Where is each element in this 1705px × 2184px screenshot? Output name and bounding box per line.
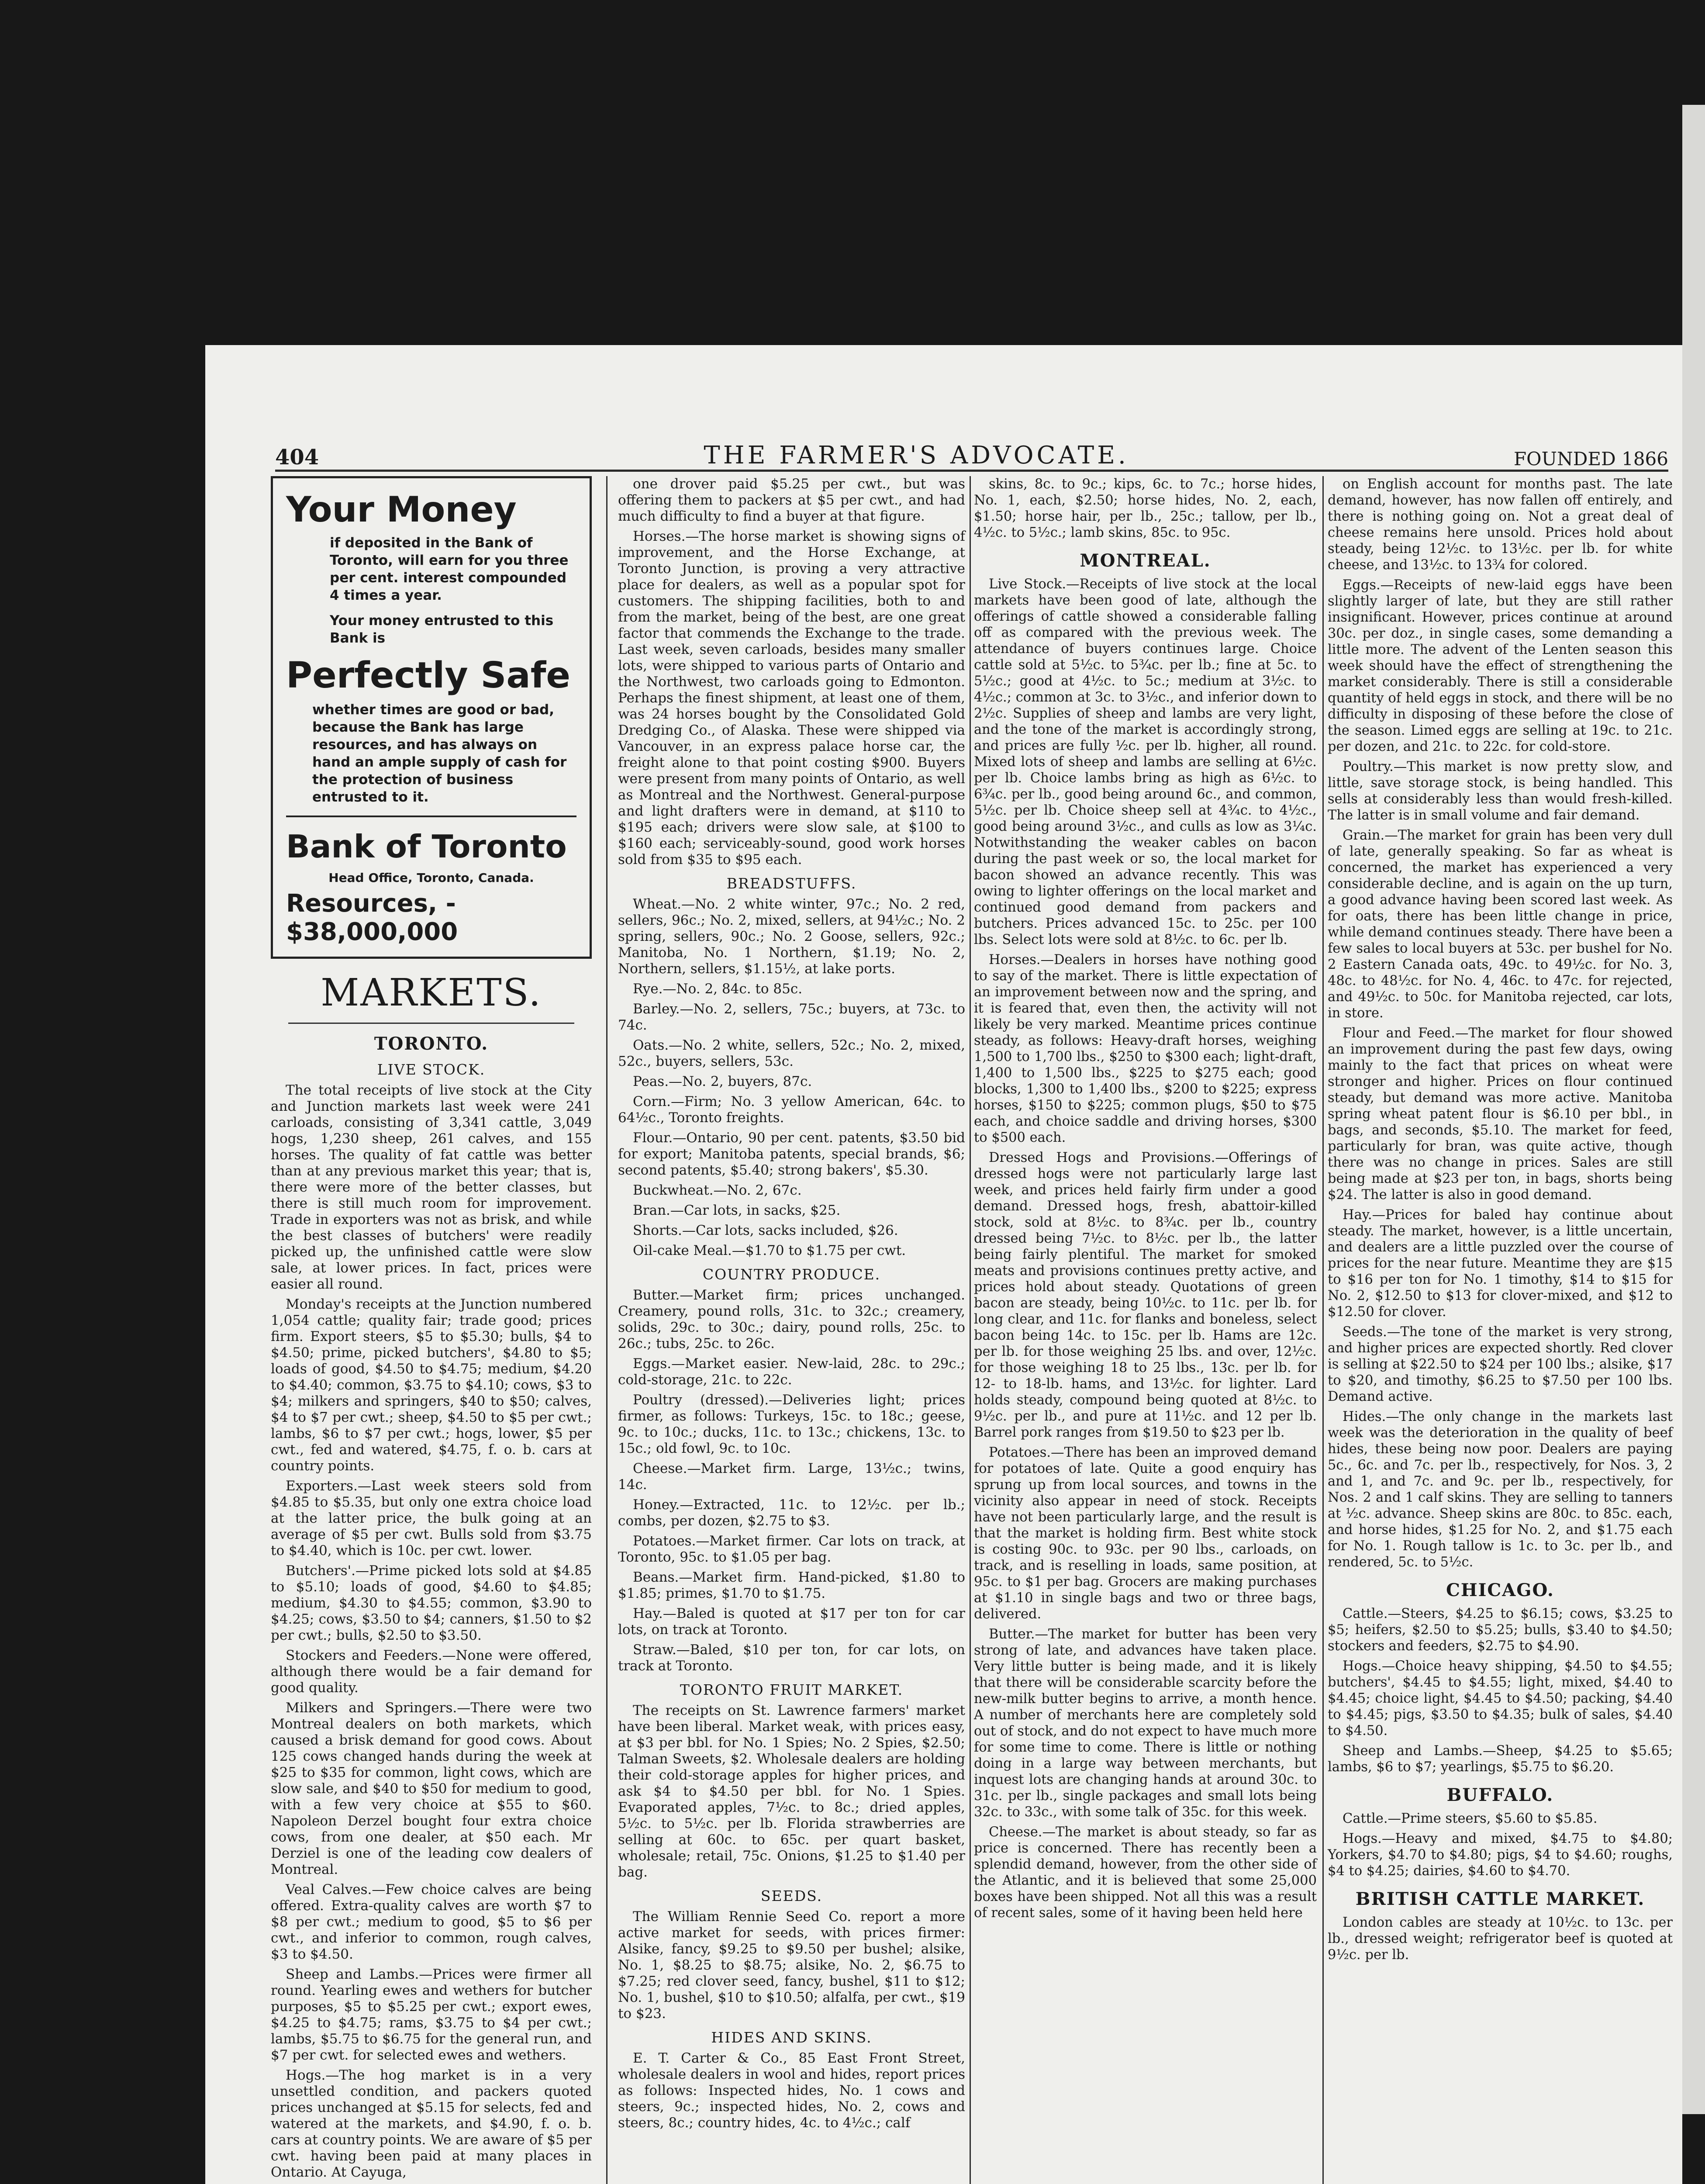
paragraph: Beans.—Market firm. Hand-picked, $1.80 to $1.85; primes, $1.70 to $1.75. — [618, 1569, 965, 1601]
paragraph: Corn.—Firm; No. 3 yellow American, 64c. to 64½c., Toronto freights. — [618, 1094, 965, 1126]
subheading-hides-and-skins: HIDES AND SKINS. — [711, 2029, 872, 2046]
paragraph: Sheep and Lambs.—Prices were firmer all round. Yearling ewes and wethers for butcher purposes, $5 to $5.25 per cwt.; export ewes, $4.25 to $4.75; rams, $3.75 to $4 per cwt.; lambs, $5.75 to $6.75 for the general run, and $7 per cwt. for selected ewes and wethers. — [271, 1966, 592, 2063]
newspaper-page — [205, 345, 1682, 2184]
paragraph: Cheese.—The market is about steady, so far as price is concerned. There has recently been a splendid demand, however, from the other side of the Atlantic, and it is believed that some 25,000 boxes have been shipped. Not all this was a result of recent sales, some of it having been held here — [974, 1825, 1317, 1921]
paragraph: Hogs.—Choice heavy shipping, $4.50 to $4.55; butchers', $4.45 to $4.55; light, mixed, $4.40 to $4.45; choice light, $4.45 to $4.50; packing, $4.40 to $4.45; pigs, $3.50 to $4.35; bulk of sales, $4.40 to $4.50. — [1328, 1659, 1673, 1738]
paragraph: Poultry.—This market is now pretty slow, and little, save storage stock, is being handled. This sells at considerably less than would fresh-killed. The latter is in small volume and fair demand. — [1328, 759, 1673, 823]
paragraph: Potatoes.—There has been an improved demand for potatoes of late. Quite a good enquiry has sprung up from local sources, and towns in the vicinity also appear in need of stock. Receipts have not been particularly large, and the result is that the market is holding firm. Best white stock is costing 90c. to 93c. per 90 lbs., carloads, on track, and is reselling in loads, same position, at 95c. to $1 per bag. Grocers are making purchases at $1.10 in single bags and two or three bags, delivered. — [974, 1445, 1317, 1622]
column-rule — [970, 476, 971, 2184]
paragraph: Cheese.—Market firm. Large, 13½c.; twins, 14c. — [618, 1461, 965, 1493]
ad-bank-name: Bank of Toronto — [286, 816, 576, 866]
paragraph: on English account for months past. The late demand, however, has now fallen off entirely, and there is nothing going on. Not a great deal of cheese remains here unsold. Prices hold about steady, being 12½c. to 13½c. per lb. for white cheese, and 13½c. to 13¾ for colored. — [1328, 477, 1673, 573]
column-2 — [618, 476, 965, 2135]
section-heading-montreal: MONTREAL. — [1080, 550, 1211, 571]
column-rule — [1322, 476, 1324, 2184]
paragraph: Potatoes.—Market firmer. Car lots on track, at Toronto, 95c. to $1.05 per bag. — [618, 1533, 965, 1565]
paragraph: skins, 8c. to 9c.; kips, 6c. to 7c.; horse hides, No. 1, each, $2.50; horse hides, No. 2, each, $1.50; horse hair, per lb., 25c.; tallow, per lb., 4½c. to 5½c.; lamb skins, 85c. to 95c. — [974, 477, 1317, 540]
paragraph: Milkers and Springers.—There were two Montreal dealers on both markets, which caused a brisk demand for good cows. About 125 cows changed hands during the week at $25 to $35 for common, light cows, which are slow sale, and $40 to $50 for medium to good, with a few very choice at $55 to $60. Napoleon Derzel bought four extra choice cows, from one dealer, at $50 each. Mr Derziel is one of the leading cow dealers of Montreal. — [271, 1700, 592, 1877]
ad-heading-perfectly-safe: Perfectly Safe — [286, 655, 571, 696]
column-3 — [974, 476, 1317, 1925]
paragraph: Cattle.—Steers, $4.25 to $6.15; cows, $3.25 to $5; heifers, $2.50 to $5.25; bulls, $3.40 to $4.50; stockers and feeders, $2.75 to $4.90. — [1328, 1606, 1673, 1654]
section-heading-chicago: CHICAGO. — [1446, 1580, 1554, 1600]
column-1 — [271, 476, 592, 2184]
ad-resources: Resources, - $38,000,000 — [286, 889, 458, 946]
ad-heading-your-money: Your Money — [286, 489, 517, 530]
page-number: 404 — [275, 445, 319, 470]
paragraph: Butchers'.—Prime picked lots sold at $4.85 to $5.10; loads of good, $4.60 to $4.85; medium, $4.30 to $4.55; common, $3.90 to $4.25; cows, $3.50 to $4; canners, $1.50 to $2 per cwt.; bulls, $2.50 to $3.50. — [271, 1563, 592, 1643]
paragraph: Grain.—The market for grain has been very dull of late, generally speaking. So far as wheat is concerned, the market has experienced a very considerable decline, and is again on the up turn, a good advance having been scored last week. As for oats, there has been little change in price, while demand continues steady. There have been a few sales to local buyers at 53c. per bushel for No. 2 Eastern Canada oats, 49c. to 49½c. for No. 3, 48c. to 48½c. for No. 4, 46c. to 47c. for rejected, and 49½c. to 50c. for Manitoba rejected, car lots, in store. — [1328, 828, 1673, 1021]
subheading-live-stock: LIVE STOCK. — [377, 1061, 486, 1078]
paragraph: The William Rennie Seed Co. report a more active market for seeds, with prices firmer: Alsike, fancy, $9.25 to $9.50 per bushel; alsike, No. 1, $8.25 to $8.75; alsike, No. 2, $6.75 to $7.25; red clover seed, fancy, bushel, $11 to $12; No. 1, bushel, $10 to $10.50; alfalfa, per cwt., $19 to $23. — [618, 1909, 965, 2022]
ad-text: Your money entrusted to this Bank is — [330, 613, 554, 646]
paragraph: Oil-cake Meal.—$1.70 to $1.75 per cwt. — [633, 1243, 906, 1258]
paragraph: Seeds.—The tone of the market is very strong, and higher prices are expected shortly. Red clover is selling at $22.50 to $24 per 100 lbs.; alsike, $17 to $20, and timothy, $6.25 to $7.50 per 100 lbs. Demand active. — [1328, 1324, 1673, 1404]
paragraph: Wheat.—No. 2 white winter, 97c.; No. 2 red, sellers, 96c.; No. 2, mixed, sellers, at 94½c.; No. 2 spring, sellers, 90c.; No. 2 Goose, sellers, 92c.; Manitoba, No. 1 Northern, $1.19; No. 2, Northern, sellers, $1.15½, at lake ports. — [618, 896, 965, 977]
paragraph: Sheep and Lambs.—Sheep, $4.25 to $5.65; lambs, $6 to $7; yearlings, $5.75 to $6.20. — [1328, 1743, 1673, 1775]
paragraph: Butter.—Market firm; prices unchanged. Creamery, pound rolls, 31c. to 32c.; creamery, solids, 29c. to 30c.; dairy, pound rolls, 25c. to 26c.; tubs, 25c. to 26c. — [618, 1287, 965, 1351]
toronto-live-stock-text — [271, 1082, 592, 2181]
subheading-fruit-market: TORONTO FRUIT MARKET. — [680, 1681, 904, 1698]
paragraph: E. T. Carter & Co., 85 East Front Street, wholesale dealers in wool and hides, report prices as follows: Inspected hides, No. 1 cows and steers, 9c.; inspected hides, No. 2, cows and steers, 8c.; country hides, 4c. to 4½c.; calf — [618, 2050, 965, 2131]
ad-text: whether times are good or bad, because the Bank has large resources, and has always on hand an ample supply of cash for the protection of business entrusted to it. — [312, 702, 567, 805]
founded-date: FOUNDED 1866 — [1514, 448, 1668, 470]
paragraph: Butter.—The market for butter has been very strong of late, and advances have taken place. Very little butter is being made, and it is likely that there will be considerable scarcity before the new-milk butter begins to arrive, a month hence. A number of merchants here are completely sold out of stock, and do not expect to have much more for some time to come. There is little or nothing doing in a large way between merchants, but inquest lots are changing hands at around 30c. to 31c. per lb., single packages and small lots being 32c. to 33c., with some talk of 35c. for this week. — [974, 1627, 1317, 1820]
paragraph: Oats.—No. 2 white, sellers, 52c.; No. 2, mixed, 52c., buyers, sellers, 53c. — [618, 1037, 965, 1069]
paragraph: The total receipts of live stock at the City and Junction markets last week were 241 carloads, consisting of 3,341 cattle, 3,049 hogs, 1,230 sheep, 261 calves, and 155 horses. The quality of fat cattle was better than at any previous market this year; that is, there were more of the better classes, but there is still much room for improvement. Trade in exporters was not as brisk, and while the best classes of butchers' were readily picked up, the unfinished cattle were slow sale, at lower prices. In fact, prices were easier all round. — [271, 1082, 592, 1292]
section-heading-toronto: TORONTO. — [374, 1033, 489, 1054]
subheading-breadstuffs: BREADSTUFFS. — [726, 875, 857, 892]
section-heading-buffalo: BUFFALO. — [1446, 1785, 1554, 1805]
paragraph: Straw.—Baled, $10 per ton, for car lots, on track at Toronto. — [618, 1642, 965, 1674]
paragraph: Cattle.—Prime steers, $5.60 to $5.85. — [1343, 1811, 1598, 1826]
column-rule — [606, 476, 607, 2184]
paragraph: The receipts on St. Lawrence farmers' market have been liberal. Market weak, with prices easy, at $3 per bbl. for No. 1 Spies; No. 2 Spies, $2.50; Talman Sweets, $2. Wholesale dealers are holding their cold-storage apples for higher prices, and ask $4 to $4.50 per bbl. for No. 1 Spies. Evaporated apples, 7½c. to 8c.; dried apples, 5½c. to 5½c. per lb. Florida strawberries are selling at 60c. to 65c. per quart basket, wholesale; retail, 75c. Onions, $1.25 to $1.40 per bag. — [618, 1703, 965, 1880]
paragraph: Monday's receipts at the Junction numbered 1,054 cattle; quality fair; trade good; prices firm. Export steers, $5 to $5.30; bulls, $4 to $4.50; prime, picked butchers', $4.80 to $5; loads of good, $4.50 to $4.75; medium, $4.20 to $4.40; common, $3.75 to $4.10; cows, $3 to $4; milkers and springers, $40 to $50; calves, $4 to $7 per cwt.; sheep, $4.50 to $5 per cwt.; lambs, $6 to $7 per cwt.; hogs, lower, $5 per cwt., fed and watered, $4.75, f. o. b. cars at country points. — [271, 1296, 592, 1474]
paragraph: Flour and Feed.—The market for flour showed an improvement during the past few days, owing mainly to the fact that prices on wheat were stronger and higher. Prices on flour continued steady, but demand was more active. Manitoba spring wheat patent flour is $6.10 per bbl., in bags, and seconds, $5.10. The market for feed, particularly for bran, was quite active, though there was no change in prices. Sales are still being made at $23 per ton, in bags, shorts being $24. The latter is also in good demand. — [1328, 1026, 1673, 1203]
subheading-country-produce: COUNTRY PRODUCE. — [702, 1266, 881, 1283]
columns — [271, 476, 1673, 2184]
masthead: THE FARMER'S ADVOCATE. — [704, 441, 1129, 470]
paragraph: Hogs.—The hog market is in a very unsettled condition, and packers quoted prices unchanged at $5.15 for selects, fed and watered at the markets, and $4.90, f. o. b. cars at country points. We are aware of $5 per cwt. having been paid at many places in Ontario. At Cayuga, — [271, 2067, 592, 2180]
paragraph: Poultry (dressed).—Deliveries light; prices firmer, as follows: Turkeys, 15c. to 18c.; geese, 9c. to 10c.; ducks, 11c. to 13c.; chickens, 13c. to 15c.; old fowl, 9c. to 10c. — [618, 1392, 965, 1456]
paragraph: Eggs.—Receipts of new-laid eggs have been slightly larger of late, but they are still rather insignificant. However, prices continue at around 30c. per doz., in single cases, some demanding a little more. The advent of the Lenten season this week should have the effect of strengthening the market considerably. There is still a considerable quantity of held eggs in stock, and there will be no difficulty in disposing of these before the close of the season. Limed eggs are selling at 19c. to 21c. per dozen, and 21c. to 22c. for cold-store. — [1328, 577, 1673, 754]
paragraph: Hides.—The only change in the markets last week was the deterioration in the quality of beef hides, these being now poor. Dealers are paying 5c., 6c. and 7c. per lb., respectively, for Nos. 3, 2 and 1, and 7c. and 9c. per lb., respectively, for Nos. 2 and 1 calf skins. They are selling to tanners at ½c. advance. Sheep skins are 80c. to 85c. each, and horse hides, $1.25 for No. 2, and $1.75 each for No. 1. Rough tallow is 1c. to 3c. per lb., and rendered, 5c. to 5½c. — [1328, 1409, 1673, 1570]
paragraph: Hay.—Prices for baled hay continue about steady. The market, however, is a little uncertain, and dealers are a little puzzled over the course of prices for the near future. Meantime they are $15 to $16 per ton for No. 1 timothy, $14 to $15 for No. 2, $12.50 to $13 for clover-mixed, and $12 to $12.50 for clover. — [1328, 1207, 1673, 1320]
paragraph: Dressed Hogs and Provisions.—Offerings of dressed hogs were not particularly large last week, and prices held fairly firm under a good demand. Dressed hogs, fresh, abattoir-killed stock, sold at 8½c. to 8¾c. per lb., country dressed being 7½c. to 8½c. per lb., the latter being fairly plentiful. The market for smoked meats and provisions continues pretty active, and prices hold about steady. Quotations of green bacon are steady, being 10½c. to 11c. per lb. for long clear, and 11c. for flanks and boneless, select bacon being 14c. to 15c. per lb. Hams are 12c. per lb. for those weighing 25 lbs. and over, 12½c. for those weighing 18 to 25 lbs., 13c. per lb. for 12- to 18-lb. hams, and 13½c. for lighter. Lard holds steady, compound being quoted at 8½c. to 9½c. per lb., and pure at 11½c. and 12 per lb. Barrel pork ranges from $19.50 to $23 per lb. — [974, 1150, 1317, 1440]
paragraph: Veal Calves.—Few choice calves are being offered. Extra-quality calves are worth $7 to $8 per cwt.; medium to good, $5 to $6 per cwt., and inferior to common, rough calves, $3 to $4.50. — [271, 1882, 592, 1962]
paragraph: Hay.—Baled is quoted at $17 per ton for car lots, on track at Toronto. — [618, 1606, 965, 1638]
ad-head-office: Head Office, Toronto, Canada. — [328, 871, 534, 885]
paragraph: Rye.—No. 2, 84c. to 85c. — [633, 981, 803, 997]
paragraph: Barley.—No. 2, sellers, 75c.; buyers, at 73c. to 74c. — [618, 1001, 965, 1033]
paragraph: one drover paid $5.25 per cwt., but was offering them to packers at $5 per cwt., and had much difficulty to find a buyer at that figure. — [618, 476, 965, 524]
paragraph: Hogs.—Heavy and mixed, $4.75 to $4.80; Yorkers, $4.70 to $4.80; pigs, $4 to $4.60; roughs, $4 to $4.25; dairies, $4.60 to $4.70. — [1328, 1831, 1673, 1879]
divider — [288, 1023, 574, 1024]
bank-advertisement — [271, 476, 592, 959]
markets-title: MARKETS. — [321, 971, 542, 1015]
paragraph: Horses.—The horse market is showing signs of improvement, and the Horse Exchange, at Toronto Junction, is proving a very attractive place for dealers, as well as a popular spot for customers. The shipping facilities, both to and from the market, being of the best, are one great factor that commends the Exchange to the trade. Last week, seven carloads, besides many smaller lots, were shipped to various parts of Ontario and the Northwest, two carloads going to Edmonton. Perhaps the finest shipment, at least one of them, was 24 horses bought by the Consolidated Gold Dredging Co., of Alaska. These were shipped via Vancouver, in an express palace horse car, the freight alone to that point costing $900. Buyers were present from many points of Ontario, as well as Montreal and the Northwest. General-purpose and light drafters were in demand, at $110 to $195 each; drivers were slow sale, at $100 to $160 each; serviceably-sound, good work horses sold from $35 to $95 each. — [618, 529, 965, 867]
paragraph: Peas.—No. 2, buyers, 87c. — [633, 1074, 812, 1089]
ad-text: if deposited in the Bank of Toronto, will earn for you three per cent. interest compounded 4 times a year. — [330, 535, 569, 603]
paragraph: Honey.—Extracted, 11c. to 12½c. per lb.; combs, per dozen, $2.75 to $3. — [618, 1497, 965, 1529]
paragraph: London cables are steady at 10½c. to 13c. per lb., dressed weight; refrigerator beef is quoted at 9½c. per lb. — [1328, 1915, 1673, 1963]
paragraph: Eggs.—Market easier. New-laid, 28c. to 29c.; cold-storage, 21c. to 22c. — [618, 1356, 965, 1388]
paragraph: Shorts.—Car lots, sacks included, $26. — [633, 1223, 898, 1238]
paragraph: Flour.—Ontario, 90 per cent. patents, $3.50 bid for export; Manitoba patents, special brands, $6; second patents, $5.40; strong bakers', $5.30. — [618, 1130, 965, 1178]
paragraph: Buckwheat.—No. 2, 67c. — [633, 1182, 802, 1198]
page-header — [275, 435, 1668, 472]
section-heading-british-cattle-market: BRITISH CATTLE MARKET. — [1355, 1889, 1645, 1909]
paragraph: Stockers and Feeders.—None were offered, although there would be a fair demand for good quality. — [271, 1648, 592, 1696]
paragraph: Live Stock.—Receipts of live stock at the local markets have been good of late, although the offerings of cattle showed a considerable falling off as compared with the previous week. The attendance of buyers continues large. Choice cattle sold at 5½c. to 5¾c. per lb.; fine at 5c. to 5½c.; good at 4½c. to 5c.; medium at 3½c. to 4½c.; common at 3c. to 3½c., and inferior down to 2½c. Supplies of sheep and lambs are very light, and the tone of the market is accordingly strong, and prices are fully ½c. per lb. higher, all round. Mixed lots of sheep and lambs are selling at 6½c. per lb. Choice lambs bring as high as 6½c. to 6¾c. per lb., good being around 6c., and common, 5½c. per lb. Choice sheep sell at 4¾c. to 4½c., good being around 3½c., and culls as low as 3¼c. Notwithstanding the weaker cables on bacon during the past week or so, the local market for bacon showed an advance recently. This was owing to lighter offerings on the local market and continued good demand from packers and butchers. Prices advanced 15c. to 25c. per 100 lbs. Select lots were sold at 8½c. to 6c. per lb. — [974, 577, 1317, 947]
adjacent-page-edge — [1682, 105, 1705, 2114]
paragraph: Bran.—Car lots, in sacks, $25. — [633, 1203, 841, 1218]
paragraph: Exporters.—Last week steers sold from $4.85 to $5.35, but only one extra choice load at the latter price, the bulk going at an average of $5 per cwt. Bulls sold from $3.75 to $4.40, which is 10c. per cwt. lower. — [271, 1478, 592, 1559]
column-4 — [1328, 476, 1673, 1967]
subheading-seeds: SEEDS. — [760, 1887, 823, 1904]
paragraph: Horses.—Dealers in horses have nothing good to say of the market. There is little expectation of an improvement between now and the spring, and it is feared that, even then, the activity will not likely be very marked. Meantime prices continue steady, as follows: Heavy-draft horses, weighing 1,500 to 1,700 lbs., $250 to $300 each; light-draft, 1,400 to 1,500 lbs., $225 to $275 each; good blocks, 1,300 to 1,400 lbs., $200 to $225; express horses, $150 to $225; common plugs, $50 to $75 each, and choice saddle and driving horses, $300 to $500 each. — [974, 952, 1317, 1145]
